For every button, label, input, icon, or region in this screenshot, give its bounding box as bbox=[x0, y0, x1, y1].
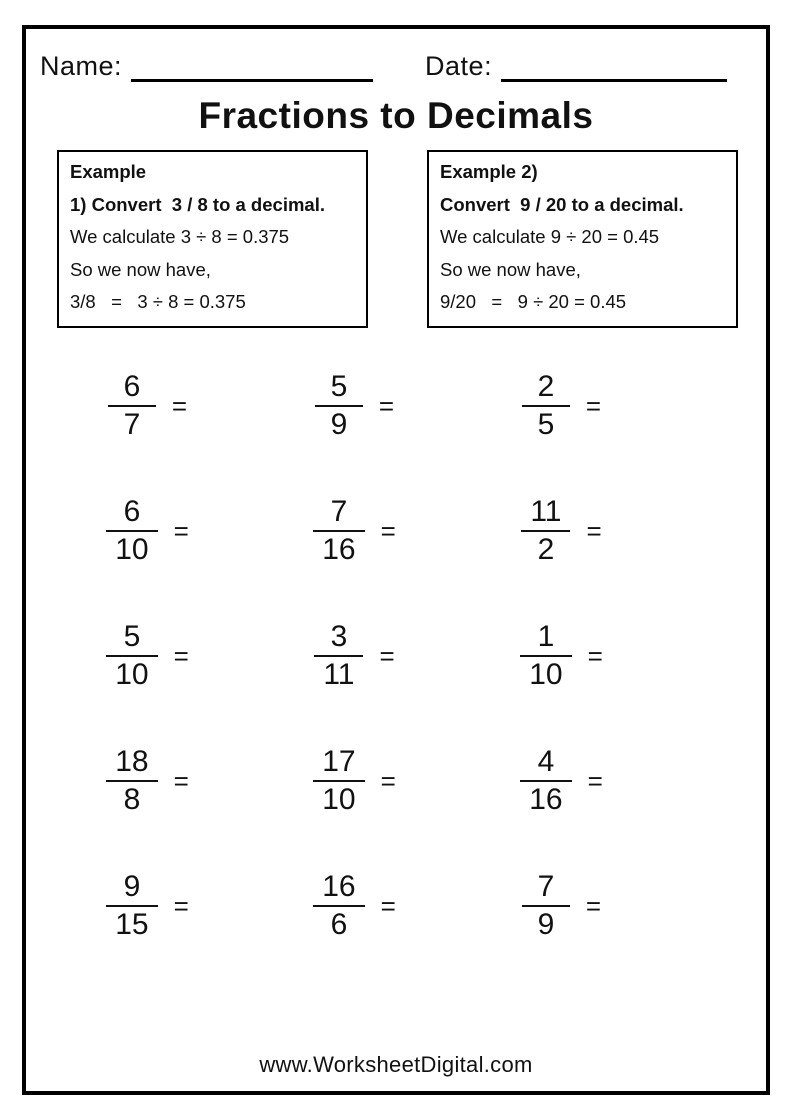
problem-6 bbox=[458, 468, 665, 593]
problem-12 bbox=[458, 718, 665, 843]
equals-sign: = bbox=[379, 641, 395, 671]
problem-1 bbox=[44, 343, 251, 468]
equals-sign: = bbox=[587, 766, 603, 796]
name-field bbox=[40, 51, 373, 82]
problem-13 bbox=[44, 843, 251, 968]
name-label: Name: bbox=[40, 51, 123, 82]
equals-sign: = bbox=[173, 641, 189, 671]
page-title: Fractions to Decimals bbox=[198, 95, 594, 136]
problem-2 bbox=[251, 343, 458, 468]
name-blank-line bbox=[131, 51, 373, 82]
fraction-denominator: 2 bbox=[537, 532, 555, 566]
fraction-denominator: 15 bbox=[115, 907, 149, 941]
fraction bbox=[106, 619, 157, 693]
fraction-denominator: 16 bbox=[322, 532, 356, 566]
fraction-numerator: 5 bbox=[123, 619, 141, 653]
equals-sign: = bbox=[380, 516, 396, 546]
equals-sign: = bbox=[173, 891, 189, 921]
equals-sign: = bbox=[587, 641, 603, 671]
example-2-line2: So we now have, bbox=[440, 258, 581, 280]
fraction bbox=[106, 494, 157, 568]
fraction-numerator: 4 bbox=[537, 744, 555, 778]
fraction bbox=[106, 744, 157, 818]
fraction bbox=[522, 869, 570, 943]
fraction bbox=[313, 744, 364, 818]
fraction-numerator: 1 bbox=[537, 619, 555, 653]
example-box-1 bbox=[57, 150, 368, 328]
example-2-line3: 9/20 = 9 ÷ 20 = 0.45 bbox=[440, 291, 627, 312]
problem-7 bbox=[44, 593, 251, 718]
fraction bbox=[106, 869, 157, 943]
date-field bbox=[425, 51, 727, 82]
fraction-denominator: 10 bbox=[115, 657, 149, 691]
example-1-line3: 3/8 = 3 ÷ 8 = 0.375 bbox=[70, 291, 246, 312]
problem-10 bbox=[44, 718, 251, 843]
equals-sign: = bbox=[171, 391, 188, 421]
fraction-numerator: 6 bbox=[123, 494, 141, 528]
fraction-denominator: 10 bbox=[322, 782, 356, 816]
fraction-numerator: 18 bbox=[115, 744, 149, 778]
fraction-denominator: 7 bbox=[123, 407, 141, 441]
fraction bbox=[520, 619, 571, 693]
equals-sign: = bbox=[173, 766, 189, 796]
fraction bbox=[313, 494, 364, 568]
examples-section bbox=[57, 150, 738, 328]
equals-sign: = bbox=[173, 516, 189, 546]
example-box-2 bbox=[427, 150, 738, 328]
example-2-line1: We calculate 9 ÷ 20 = 0.45 bbox=[440, 226, 660, 247]
problem-4 bbox=[44, 468, 251, 593]
fraction-numerator: 17 bbox=[322, 744, 356, 778]
example-2-instruction: Convert 9 / 20 to a decimal. bbox=[440, 193, 684, 215]
date-blank-line bbox=[501, 51, 727, 82]
header bbox=[40, 51, 750, 82]
equals-sign: = bbox=[585, 891, 602, 921]
fraction bbox=[108, 369, 156, 443]
problem-15 bbox=[458, 843, 665, 968]
fraction-denominator: 11 bbox=[323, 657, 355, 691]
fraction-numerator: 9 bbox=[123, 869, 141, 903]
fraction-numerator: 3 bbox=[330, 619, 348, 653]
fraction-denominator: 9 bbox=[537, 907, 555, 941]
example-1-line2: So we now have, bbox=[70, 258, 211, 280]
fraction bbox=[314, 619, 363, 693]
problem-8 bbox=[251, 593, 458, 718]
problem-14 bbox=[251, 843, 458, 968]
example-2-heading: Example 2) bbox=[440, 161, 538, 182]
fraction-denominator: 6 bbox=[330, 907, 348, 941]
problem-9 bbox=[458, 593, 665, 718]
equals-sign: = bbox=[378, 391, 395, 421]
fraction bbox=[520, 744, 571, 818]
example-1-instruction: 1) Convert 3 / 8 to a decimal. bbox=[70, 193, 325, 215]
equals-sign: = bbox=[380, 766, 396, 796]
fraction bbox=[315, 369, 363, 443]
example-1-line1: We calculate 3 ÷ 8 = 0.375 bbox=[70, 226, 290, 247]
fraction bbox=[521, 494, 570, 568]
worksheet-page-border bbox=[22, 25, 770, 1095]
fraction-numerator: 5 bbox=[330, 369, 348, 403]
date-label: Date: bbox=[425, 51, 493, 82]
fraction-numerator: 6 bbox=[123, 369, 141, 403]
website-footer: www.WorksheetDigital.com bbox=[259, 1052, 533, 1077]
fraction-denominator: 9 bbox=[330, 407, 348, 441]
fraction-numerator: 2 bbox=[537, 369, 555, 403]
fraction-numerator: 7 bbox=[330, 494, 348, 528]
example-1-heading: Example bbox=[70, 161, 147, 182]
fraction-numerator: 16 bbox=[322, 869, 356, 903]
fraction-numerator: 11 bbox=[530, 494, 562, 528]
fraction-numerator: 7 bbox=[537, 869, 555, 903]
equals-sign: = bbox=[586, 516, 602, 546]
fraction bbox=[522, 369, 570, 443]
problem-11 bbox=[251, 718, 458, 843]
fraction-denominator: 8 bbox=[123, 782, 141, 816]
fraction-denominator: 16 bbox=[529, 782, 563, 816]
problems-grid bbox=[44, 343, 665, 968]
equals-sign: = bbox=[380, 891, 396, 921]
fraction-denominator: 10 bbox=[115, 532, 149, 566]
equals-sign: = bbox=[585, 391, 602, 421]
fraction-denominator: 5 bbox=[537, 407, 555, 441]
fraction bbox=[313, 869, 364, 943]
problem-5 bbox=[251, 468, 458, 593]
problem-3 bbox=[458, 343, 665, 468]
fraction-denominator: 10 bbox=[529, 657, 563, 691]
